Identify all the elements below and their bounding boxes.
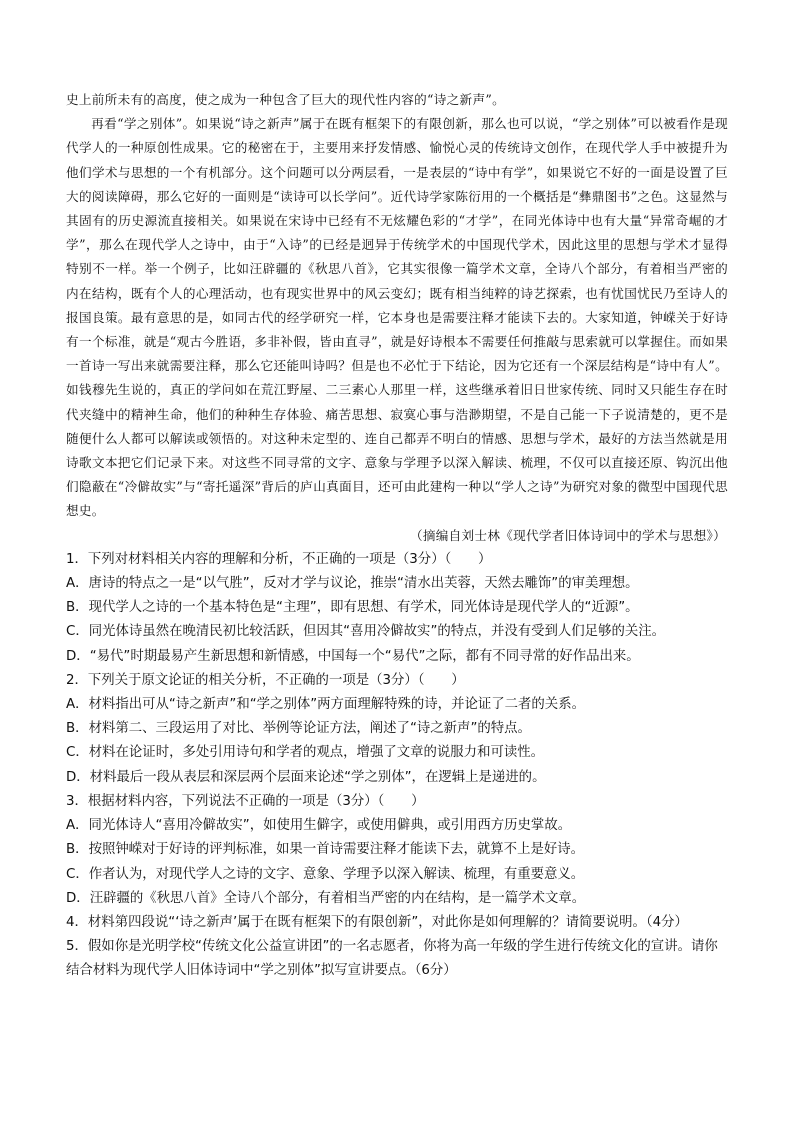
option-d: D．材料最后一段从表层和深层两个层面来论述“学之别体”，在逻辑上是递进的。 [66, 769, 546, 785]
question-stem: 3．根据材料内容，下列说法不正确的一项是（3分）（ ） [66, 793, 425, 809]
option-b: B．材料第二、三段运用了对比、举例等论证方法，阐述了“诗之新声”的特点。 [66, 721, 531, 737]
option-c: C．同光体诗虽然在晚清民初比较活跃，但因其“喜用冷僻故实”的特点，并没有受到人们足够的关注。 [66, 624, 666, 640]
option-a: A．材料指出可从“诗之新声”和“学之别体”两方面理解特殊的诗，并论证了二者的关系。 [66, 697, 585, 713]
option-c: C．作者认为，对现代学人之诗的文字、意象、学理予以深入解读、梳理，有重要意义。 [66, 866, 585, 882]
option-a: A．唐诗的特点之一是“以气胜”，反对才学与议论，推崇“清水出芙蓉，天然去雕饰”的审美理想。 [66, 576, 639, 592]
question-1 [66, 548, 728, 669]
question-stem: 2．下列关于原文论证的相关分析，不正确的一项是（3分）（ ） [66, 672, 465, 688]
question-stem: 1．下列对材料相关内容的理解和分析，不正确的一项是（3分）（ ） [66, 551, 492, 567]
question-5 [66, 935, 728, 983]
passage-paragraph-1-tail: 史上前所未有的高度，使之成为一种包含了巨大的现代性内容的“诗之新声”。 [66, 92, 505, 107]
question-stem: 4．材料第四段说“‘诗之新声’属于在既有框架下的有限创新”，对此你是如何理解的？请简要说明。（4分） [66, 914, 688, 930]
option-d: D．汪辟疆的《秋思八首》全诗八个部分，有着相当严密的内在结构，是一篇学术文章。 [66, 890, 586, 906]
question-list [66, 548, 728, 984]
option-b: B．按照钟嵘对于好诗的评判标准，如果一首诗需要注释才能读下去，就算不上是好诗。 [66, 842, 585, 858]
option-d: D．“易代”时期最易产生新思想和新情感，中国每一个“易代”之际，都有不同寻常的好作品出来。 [66, 648, 640, 664]
option-b: B．现代学人之诗的一个基本特色是“主理”，即有思想、有学术，同光体诗是现代学人的“近源”。 [66, 600, 639, 616]
question-3 [66, 790, 728, 911]
passage-source: （摘编自刘士林《现代学者旧体诗词中的学术与思想》） [409, 527, 726, 543]
question-2 [66, 669, 728, 790]
option-a: A．同光体诗人“喜用冷僻故实”，如使用生僻字，或使用僻典，或引用西方历史掌故。 [66, 818, 572, 834]
question-4 [66, 911, 728, 935]
option-c: C．材料在论证时，多处引用诗句和学者的观点，增强了文章的说服力和可读性。 [66, 745, 545, 761]
passage-paragraph-2: 再看“学之别体”。如果说“诗之新声”属于在既有框架下的有限创新，那么也可以说，“学之别体”可以被看作是现代学人的一种原创性成果。它的秘密在于，主要用来抒发情感、愉悦心灵的传统诗文创作，在现代学人手中被提升为他们学术与思想的一个有机部分。这个问题可以分两层看，一是表层的“诗中有学”，如果说它不好的一面是设置了巨大的阅读障碍，那么它好的一面则是“读诗可以长学问”。近代诗学家陈衍用的一个概括是“彝鼎图书”之色。这显然与其固有的历史源流直接相关。如果说在宋诗中已经有不无炫耀色彩的“才学”，在同光体诗中也有大量“异常奇崛的才学”，那么在现代学人之诗中，由于“入诗”的已经是迥异于传统学术的中国现代学术，因此这里的思想与学术才显得特别不一样。举一个例子，比如汪辟疆的《秋思八首》，它其实很像一篇学术文章，全诗八个部分，有着相当严密的内在结构，既有个人的心理活动，也有现实世界中的风云变幻；既有相当纯粹的诗艺探索，也有忧国忧民乃至诗人的报国良策。最有意思的是，如同古代的经学研究一样，它本身也是需要注释才能读下去的。大家知道，钟嵘关于好诗有一个标准，就是“观古今胜语，多非补假，皆由直寻”，就是好诗根本不需要任何推敲与思索就可以掌握住。而如果一首诗一写出来就需要注释，那么它还能叫诗吗？但是也不必忙于下结论，因为它还有一个深层结构是“诗中有人”。如钱穆先生说的，真正的学问如在荒江野屋、二三素心人那里一样，这些继承着旧日世家传统、同时又只能生存在时代夹缝中的精神生命，他们的种种生存体验、痛苦思想、寂寞心事与浩渺期望，不是自己能一下子说清楚的，更不是随便什么人都可以解读或领悟的。对这种未定型的、连自己都弄不明白的情感、思想与学术，最好的方法当然就是用诗歌文本把它们记录下来。对这些不同寻常的文字、意象与学理予以深入解读、梳理，不仅可以直接还原、钩沉出他们隐蔽在“冷僻故实”与“寄托遥深”背后的庐山真面目，还可由此建构一种以“学人之诗”为研究对象的微型中国现代思想史。 [66, 116, 728, 519]
question-stem: 5．假如你是光明学校“传统文化公益宣讲团”的一名志愿者，你将为高一年级的学生进行传统文化的宣讲。请你结合材料为现代学人旧体诗词中“学之别体”拟写宣讲要点。（6分） [66, 939, 718, 979]
